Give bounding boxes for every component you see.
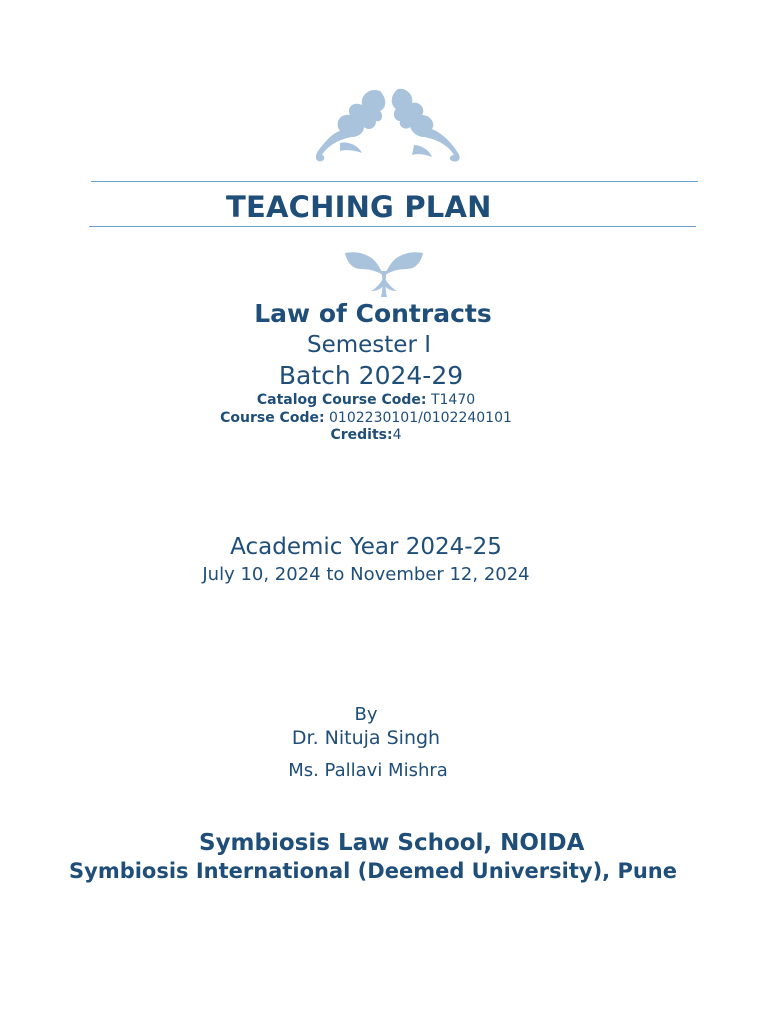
- page-title: TEACHING PLAN: [226, 190, 492, 224]
- semester: Semester I: [306, 332, 431, 358]
- title-top-rule: [91, 181, 698, 182]
- catalog-code-value: T1470: [426, 392, 476, 408]
- university-name: Symbiosis International (Deemed University), Pune: [69, 859, 677, 883]
- catalog-code-label: Catalog Course Code:: [256, 392, 427, 408]
- course-code-label: Course Code:: [220, 410, 325, 426]
- course-code-value: 0102230101/0102240101: [324, 410, 512, 426]
- author-name: Ms. Pallavi Mishra: [288, 760, 448, 781]
- date-range: July 10, 2024 to November 12, 2024: [202, 564, 530, 585]
- academic-year: Academic Year 2024-25: [230, 534, 502, 560]
- school-name: Symbiosis Law School, NOIDA: [199, 830, 585, 856]
- batch: Batch 2024-29: [278, 361, 464, 390]
- leaf-ornament-icon: [343, 249, 425, 299]
- title-bottom-rule: [89, 226, 696, 227]
- credits: [0, 427, 732, 443]
- catalog-course-code: [0, 392, 732, 408]
- by-label: By: [354, 704, 378, 725]
- course-code: [0, 410, 732, 426]
- floral-flourish-icon: [310, 85, 462, 165]
- credits-value: 4: [392, 427, 402, 443]
- course-name: Law of Contracts: [254, 299, 492, 328]
- author-name: Dr. Nituja Singh: [291, 727, 441, 749]
- credits-label: Credits:: [330, 427, 393, 443]
